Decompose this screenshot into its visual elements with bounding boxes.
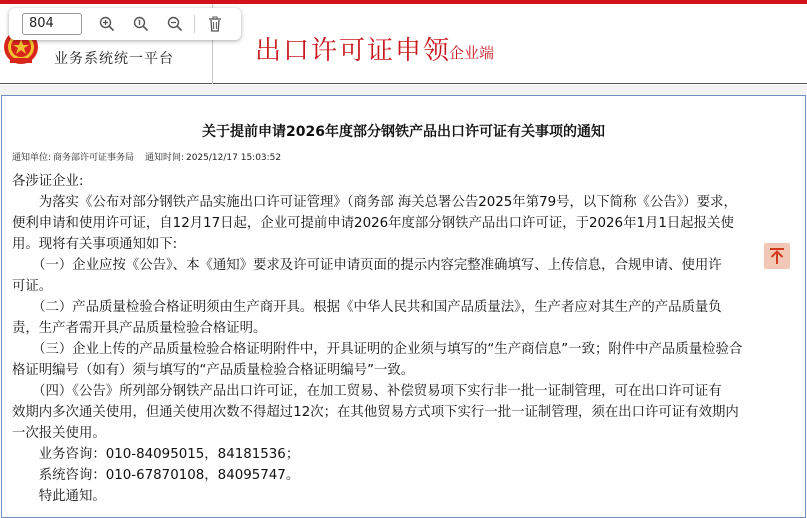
notice-title: 关于提前申请2026年度部分钢铁产品出口许可证有关事项的通知 [202, 124, 605, 140]
paragraph-line: 可证。 [12, 279, 53, 294]
notice-paragraph-2 [12, 255, 798, 297]
contact-system: 系统咨询：010-67870108，84095747。 [12, 468, 300, 483]
paragraph-line: 效期内多次通关使用，但通关使用次数不得超过12次；在其他贸易方式项下实行一批一证制管理，须在出口许可证有效期内 [12, 405, 739, 420]
unit-label: 通知单位: [12, 153, 52, 163]
app-title: 出口许可证申领 [255, 36, 452, 66]
page-number-input[interactable]: 804 [22, 13, 82, 35]
zoom-reset-icon[interactable] [131, 14, 151, 34]
contact-business: 业务咨询：010-84095015，84181536； [12, 447, 300, 462]
notice-paragraph-1 [12, 192, 798, 255]
notice-paragraph-5 [12, 381, 798, 444]
trash-icon[interactable] [205, 14, 225, 34]
zoom-in-icon[interactable] [97, 14, 117, 34]
notice-paragraph-3 [12, 297, 798, 339]
paragraph-line: （四）《公告》所列部分钢铁产品出口许可证，在加工贸易、补偿贸易项下实行非一批一证制管理，可在出口许可证有 [12, 384, 722, 399]
paragraph-line: 便利申请和使用许可证，自12月17日起，企业可提前申请2026年度部分钢铁产品出口许可证，于2026年1月1日起报关使 [12, 216, 734, 231]
paragraph-line: 用。现将有关事项通知如下: [12, 237, 178, 252]
notice-greeting: 各涉证企业: [12, 174, 84, 189]
paragraph-line: 格证明编号（如有）须与填写的“产品质量检验合格证明编号”一致。 [12, 363, 415, 378]
app-subtitle: 企业端 [449, 44, 495, 62]
paragraph-line: 为落实《公布对部分钢铁产品实施出口许可证管理》（商务部 海关总署公告2025年第79号，以下简称《公告》）要求， [12, 195, 737, 210]
unit-value: 商务部许可证事务局 [53, 153, 135, 163]
paragraph-line: 一次报关使用。 [12, 426, 106, 441]
pdf-toolbar [9, 8, 241, 40]
notice-meta [12, 150, 283, 163]
paragraph-line: （一）企业应按《公告》、本《通知》要求及许可证申请页面的提示内容完整准确填写、上传信息，合规申请、使用许 [12, 258, 722, 273]
time-label: 通知时间: [144, 153, 184, 163]
header-gap [0, 85, 807, 95]
zoom-out-icon[interactable] [165, 14, 185, 34]
paragraph-line: （三）企业上传的产品质量检验合格证明附件中，开具证明的企业须与填写的“生产商信息”一致；附件中产品质量检验合 [12, 342, 743, 357]
arrow-up-icon [768, 247, 786, 265]
scroll-to-top-button[interactable] [764, 243, 790, 269]
time-value: 2025/12/17 15:03:52 [185, 153, 282, 163]
platform-name: 业务系统统一平台 [54, 51, 174, 67]
toolbar-separator [194, 15, 195, 33]
notice-closing: 特此通知。 [12, 489, 106, 504]
notice-paragraph-4 [12, 339, 798, 381]
paragraph-line: （二）产品质量检验合格证明须由生产商开具。根据《中华人民共和国产品质量法》，生产者应对其生产的产品质量负 [12, 300, 722, 315]
paragraph-line: 责，生产者需开具产品质量检验合格证明。 [12, 321, 267, 336]
